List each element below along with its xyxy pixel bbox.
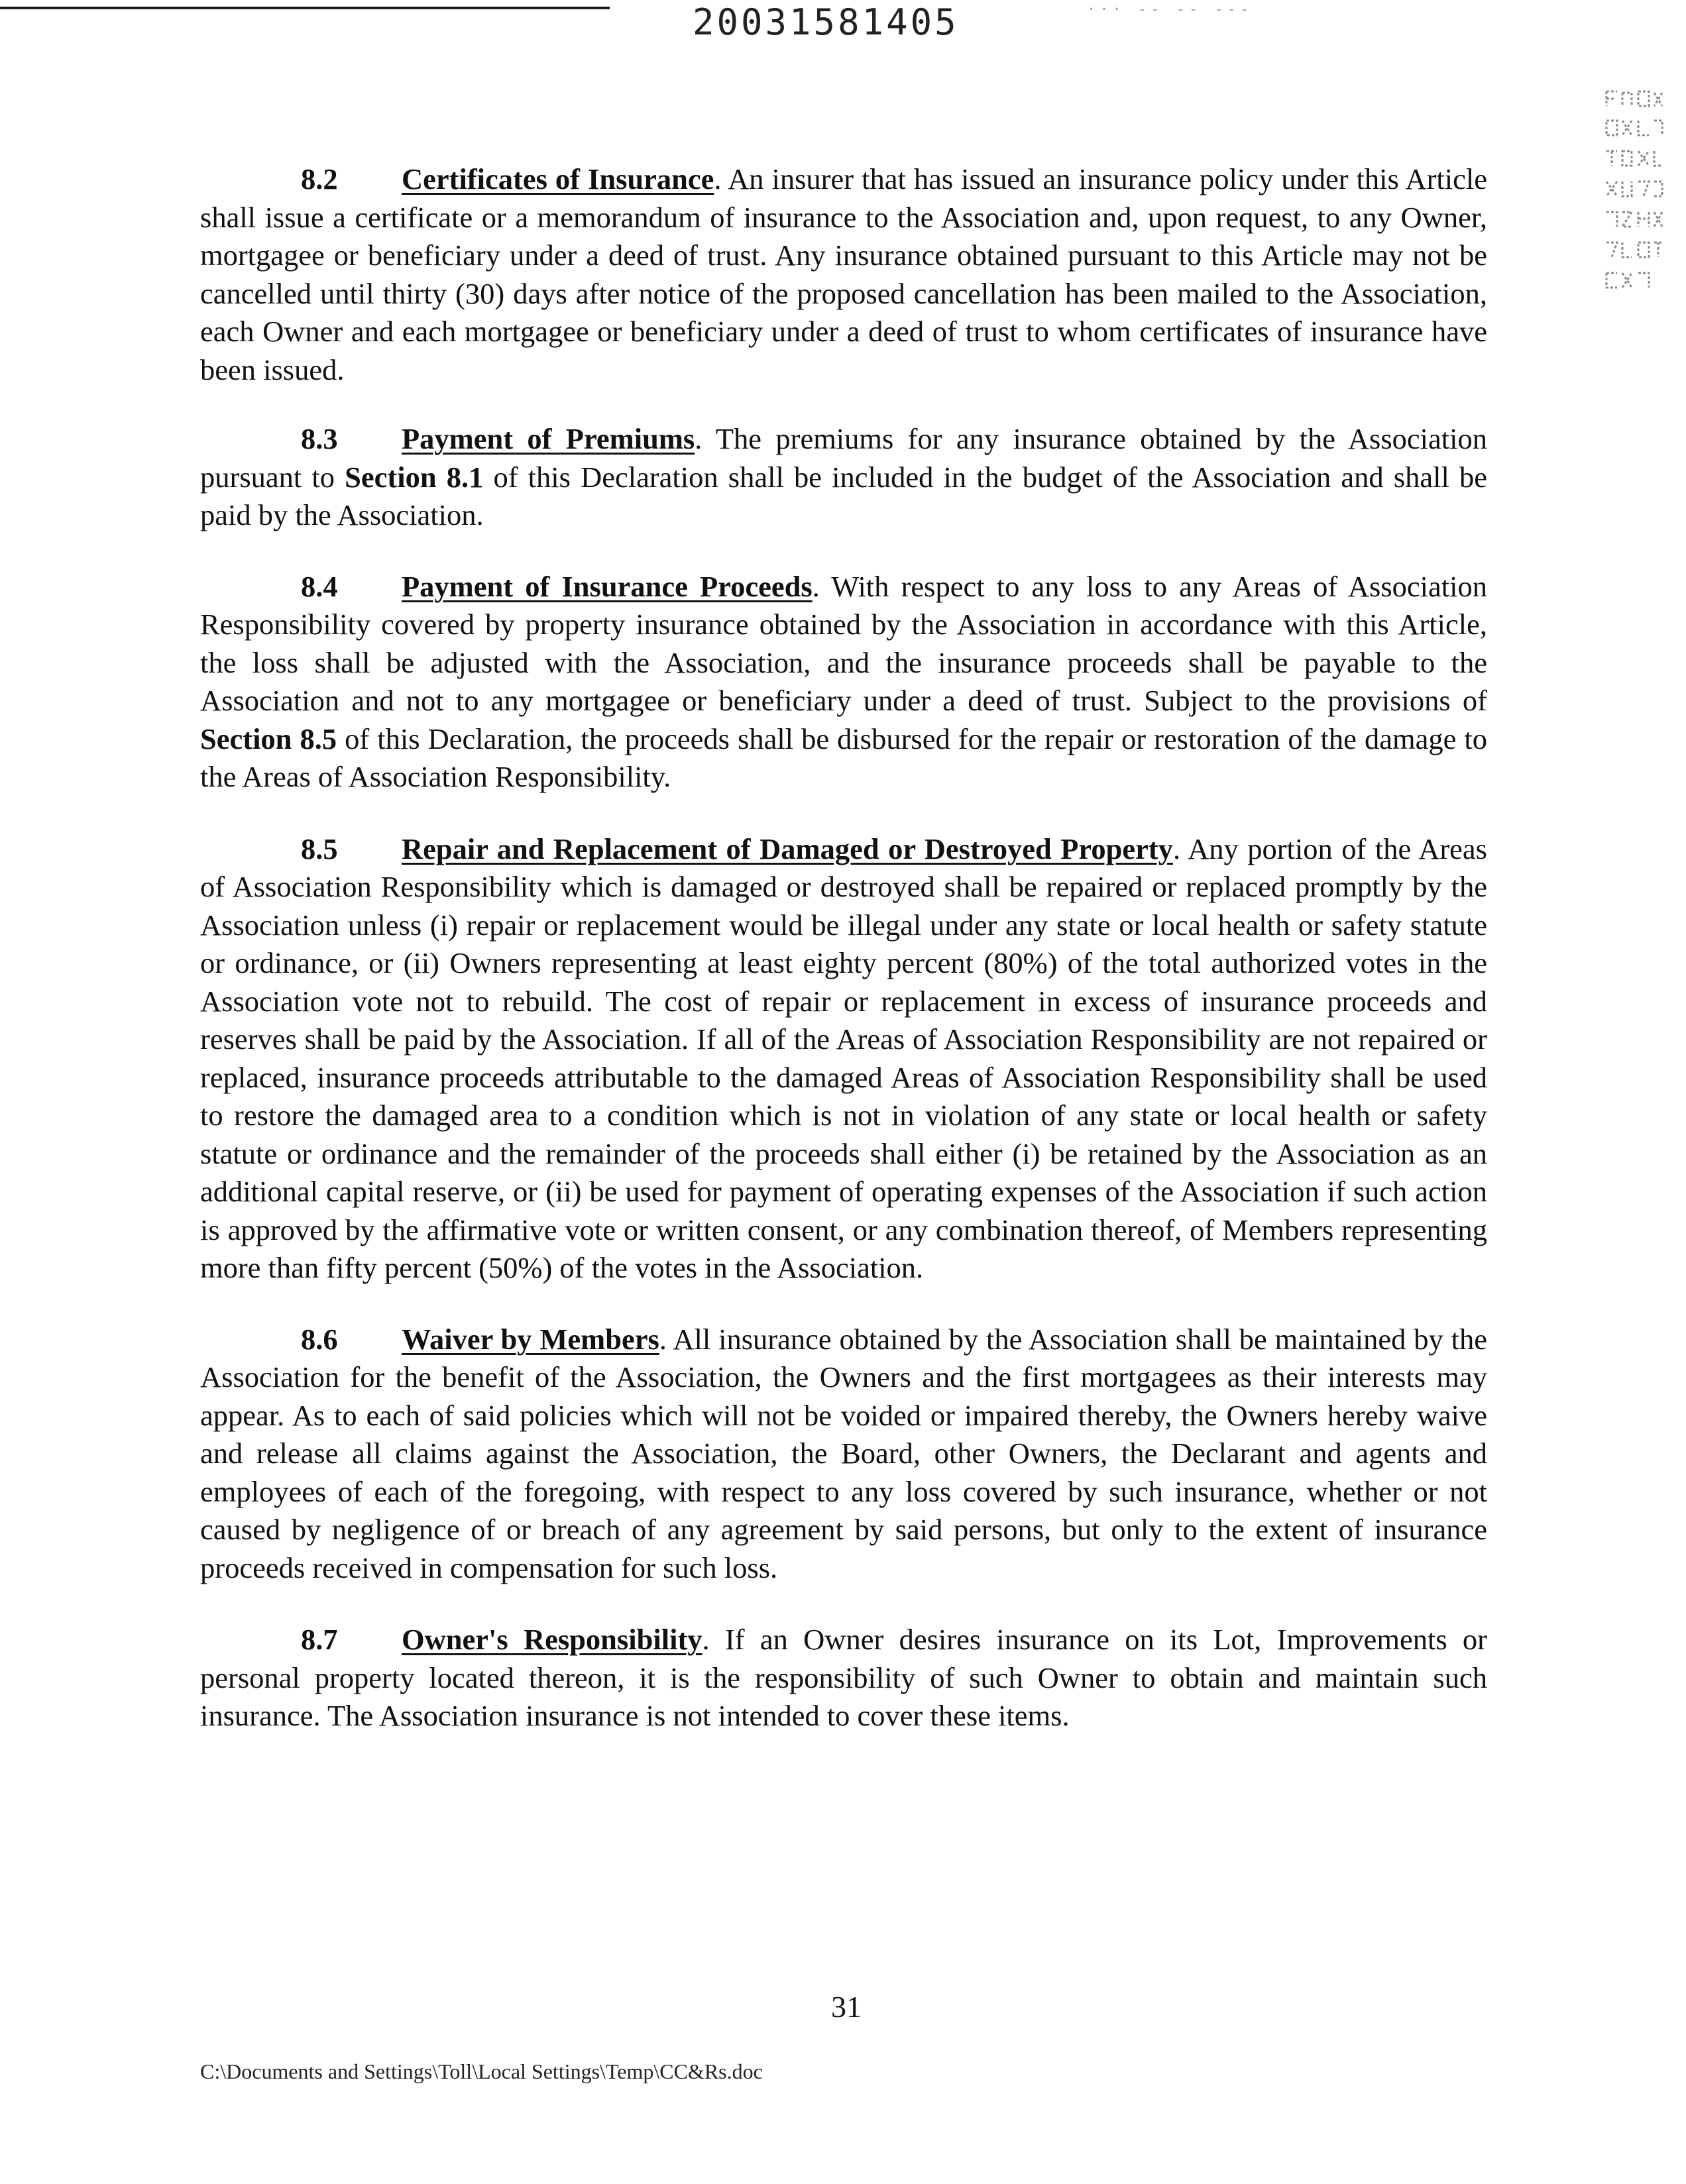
- section-8-3: [200, 420, 1487, 535]
- section-text: . If an Owner desires insurance on its Lot, Improvements or personal property located thereon, it is the responsibility of such Owner to obtain and maintain such insurance. The Association insurance is not intended to cover these items.: [200, 1623, 1487, 1732]
- section-text: . The premiums for any insurance obtained by the Association pursuant to: [200, 422, 1487, 494]
- section-number: 8.7: [301, 1623, 338, 1656]
- section-number: 8.3: [301, 422, 338, 455]
- section-heading: Repair and Replacement of Damaged or Destroyed Property: [402, 832, 1173, 865]
- section-8-7: [200, 1621, 1487, 1735]
- section-number: 8.2: [301, 162, 338, 195]
- section-heading: Certificates of Insurance: [402, 162, 714, 195]
- footer-file-path: C:\Documents and Settings\Toll\Local Settings\Temp\CC&Rs.doc: [200, 2059, 763, 2083]
- section-text: . All insurance obtained by the Association shall be maintained by the Association for the benefit of the Association, the Owners and the first mortgagees as their interests may appear. As to each of said policies which will not be voided or impaired thereby, the Owners hereby waive and release all claims against the Association, the Board, other Owners, the Declarant and agents and employees of each of the foregoing, with respect to any loss covered by such insurance, whether or not caused by negligence of or breach of any agreement by said persons, but only to the extent of insurance proceeds received in compensation for such loss.: [200, 1322, 1487, 1584]
- top-scan-specks: ··· -- -- ---: [1087, 1, 1253, 18]
- document-number: 20031581405: [693, 1, 959, 43]
- section-text: . An insurer that has issued an insurance policy under this Article shall issue a certificate or a memorandum of insurance to the Association and, upon request, to any Owner, mortgagee or beneficiary under a deed of trust. Any insurance obtained pursuant to this Article may not be cancelled until thirty (30) days after notice of the proposed cancellation has been mailed to the Association, each Owner and each mortgagee or beneficiary under a deed of trust to whom certificates of insurance have been issued.: [200, 162, 1487, 386]
- section-number: 8.4: [301, 569, 338, 603]
- section-text: . Any portion of the Areas of Association Responsibility which is damaged or destroyed shall be repaired or replaced promptly by the Association unless (i) repair or replacement would be illegal under any state or local health or safety statute or ordinance, or (ii) Owners representing at least eighty percent (80%) of the total authorized votes in the Association vote not to rebuild. The cost of repair or replacement in excess of insurance proceeds and reserves shall be paid by the Association. If all of the Areas of Association Responsibility are not repaired or replaced, insurance proceeds attributable to the damaged Areas of Association Responsibility shall be used to restore the damaged area to a condition which is not in violation of any state or local health or safety statute or ordinance and the remainder of the proceeds shall either (i) be retained by the Association as an additional capital reserve, or (ii) be used for payment of operating expenses of the Association if such action is approved by the affirmative vote or written consent, or any combination thereof, of Members representing more than fifty percent (50%) of the votes in the Association.: [200, 832, 1488, 1284]
- section-text: of this Declaration shall be included in the budget of the Association and shall be paid by the Association.: [200, 460, 1487, 531]
- section-heading: Payment of Premiums: [402, 422, 695, 455]
- section-8-5: [200, 830, 1487, 1287]
- section-text: . With respect to any loss to any Areas of Association Responsibility covered by property insurance obtained by the Association in accordance with this Article, the loss shall be adjusted with the Association, and the insurance proceeds shall be payable to the Association and not to any mortgagee or beneficiary under a deed of trust. Subject to the provisions of: [200, 569, 1487, 717]
- recording-stamp-icon: [1602, 86, 1666, 292]
- section-heading: Payment of Insurance Proceeds: [402, 569, 813, 603]
- section-reference: Section 8.1: [345, 460, 484, 494]
- section-number: 8.5: [301, 832, 338, 865]
- section-heading: Owner's Responsibility: [402, 1623, 702, 1656]
- section-reference: Section 8.5: [200, 722, 337, 755]
- section-8-6: [200, 1321, 1487, 1588]
- top-rule: [0, 7, 610, 9]
- section-heading: Waiver by Members: [402, 1322, 659, 1356]
- page-number: 31: [831, 1990, 862, 2024]
- section-text: of this Declaration, the proceeds shall be disbursed for the repair or restoration of the damage to the Areas of Association Responsibility.: [200, 722, 1488, 793]
- section-8-2: [200, 160, 1487, 389]
- section-number: 8.6: [301, 1322, 338, 1356]
- document-body: [200, 160, 1487, 1769]
- section-8-4: [200, 568, 1487, 796]
